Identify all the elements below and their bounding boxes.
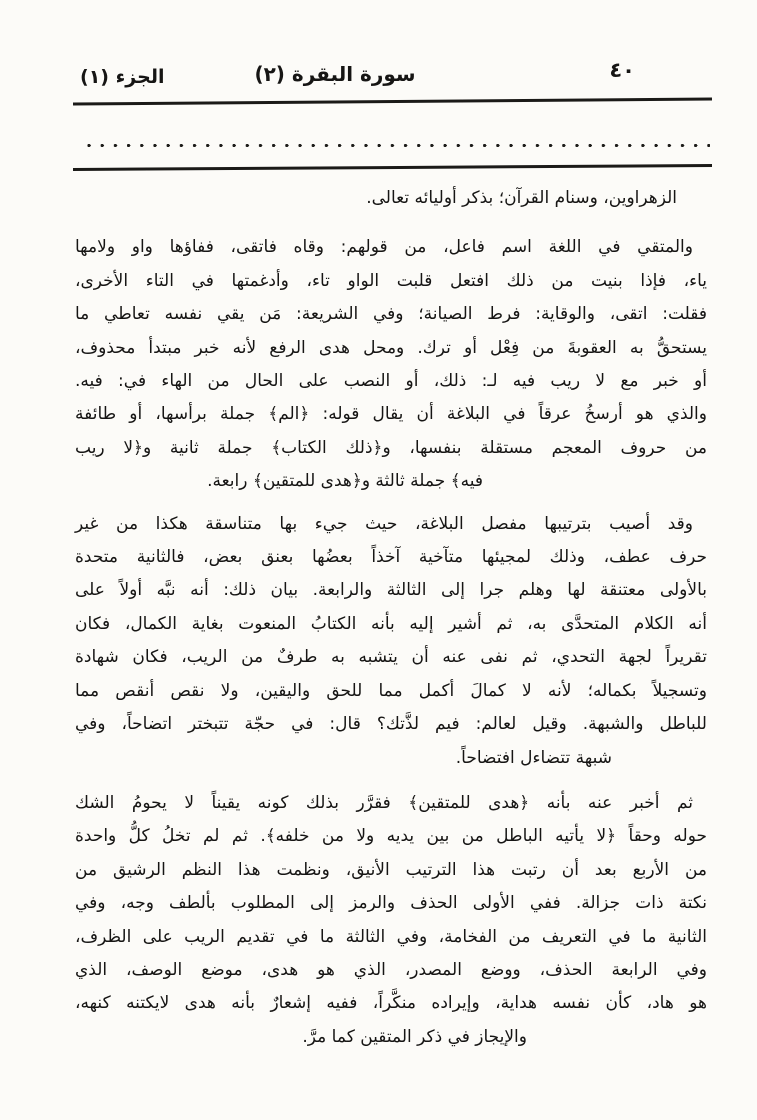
body-line: والإيجاز في ذكر المتقين كما مرَّ. [302, 1026, 527, 1047]
page-number: ٤٠ [609, 58, 635, 82]
body-line: فقلت: اتقى، والوقاية: فرط الصيانة؛ وفي الشريعة: مَن يقي نفسه تعاطي ما [75, 304, 707, 325]
body-line: حوله وحقاً ﴿لا يأتيه الباطل من بين يديه ولا من خلفه﴾. ثم لم تخلُ كلُّ واحدة [75, 826, 707, 847]
part-label: الجزء (١) [80, 66, 165, 88]
body-line: ياء، فإذا بنيت من ذلك افتعل قلبت الواو تاء، وأدغمتها في التاء الأخرى، [75, 270, 707, 291]
body-line: الزهراوين، وسنام القرآن؛ بذكر أوليائه تعالى. [366, 188, 677, 208]
body-line: فيه﴾ جملة ثالثة و﴿هدى للمتقين﴾ رابعة. [207, 471, 483, 492]
body-line: وفي الرابعة الحذف، ووضع المصدر، الذي هو هدى، موضع الوصف، الذي [75, 959, 707, 980]
body-line: وقد أصيب بترتيبها مفصل البلاغة، حيث جيء بها متناسقة هكذا من غير [75, 513, 693, 534]
body-line: وتسجيلاً بكماله؛ لأنه لا كمالَ أكمل مما للحق واليقين، ولا نقص أنقص مما [75, 680, 707, 701]
body-line: حرف عطف، وذلك لمجيئها متآخية آخذاً بعضُها بعنق بعض، فالثانية متحدة [75, 547, 707, 568]
body-line: الثانية ما في التعريف من الفخامة، وفي الثالثة ما في تقديم الريب على الظرف، [75, 926, 707, 947]
body-line: شبهة تتضاءل افتضاحاً. [455, 747, 612, 768]
body-line: والمتقي في اللغة اسم فاعل، من قولهم: وقاه فاتقى، ففاؤها واو ولامها [75, 237, 693, 258]
divider-rule [73, 164, 712, 171]
header-rule [73, 97, 712, 105]
body-text [75, 182, 707, 1054]
body-line: ثم أخبر عنه بأنه ﴿هدى للمتقين﴾ فقرَّر بذلك كونه يقيناً لا يحومُ الشك [75, 792, 693, 813]
ellipsis-dots-divider [85, 142, 710, 149]
body-line: أنه الكلام المتحدَّى به، ثم أشير إليه بأنه الكتابُ المنعوت بغاية الكمال، فكان [75, 613, 707, 634]
body-line: نكتة ذات جزالة. ففي الأولى الحذف والرمز إلى المطلوب بألطف وجه، وفي [75, 893, 707, 914]
body-line: أو خبر مع لا ريب فيه لـ: ذلك، أو النصب على الحال من الهاء في: فيه. [75, 371, 707, 392]
body-line: تقريراً لجهة التحدي، ثم نفى عنه أن يتشبه به طرفٌ من الريب، فكان شهادة [75, 647, 707, 668]
body-line: والذي هو أرسخُ عرقاً في البلاغة أن يقال قوله: ﴿الم﴾ جملة برأسها، أو طائفة [75, 404, 707, 425]
body-line: يستحقُّ به العقوبةَ من فِعْل أو ترك. ومحل هدى الرفع لأنه خبر مبتدأ محذوف، [75, 337, 707, 358]
body-line: للباطل والشبهة. وقيل لعالم: فيم لذَّتك؟ قال: في حجّة تتبختر اتضاحاً، وفي [75, 714, 707, 735]
body-line: من حروف المعجم مستقلة بنفسها، و﴿ذلك الكتاب﴾ جملة ثانية و﴿لا ريب [75, 437, 707, 458]
surah-title: سورة البقرة (٢) [254, 62, 416, 86]
body-line: بالأولى معتنقة لها وهلم جرا إلى الثالثة والرابعة. بيان ذلك: أنه نبَّه أولاً على [75, 580, 707, 601]
body-line: هو هاد، كأن نفسه هداية، وإيراده منكَّراً، ففيه إشعارٌ بأنه هدى لايكتنه كنهه، [75, 993, 707, 1014]
body-line: من الأربع بعد أن رتبت هذا الترتيب الأنيق، ونظمت هذا النظم الرشيق من [75, 859, 707, 880]
